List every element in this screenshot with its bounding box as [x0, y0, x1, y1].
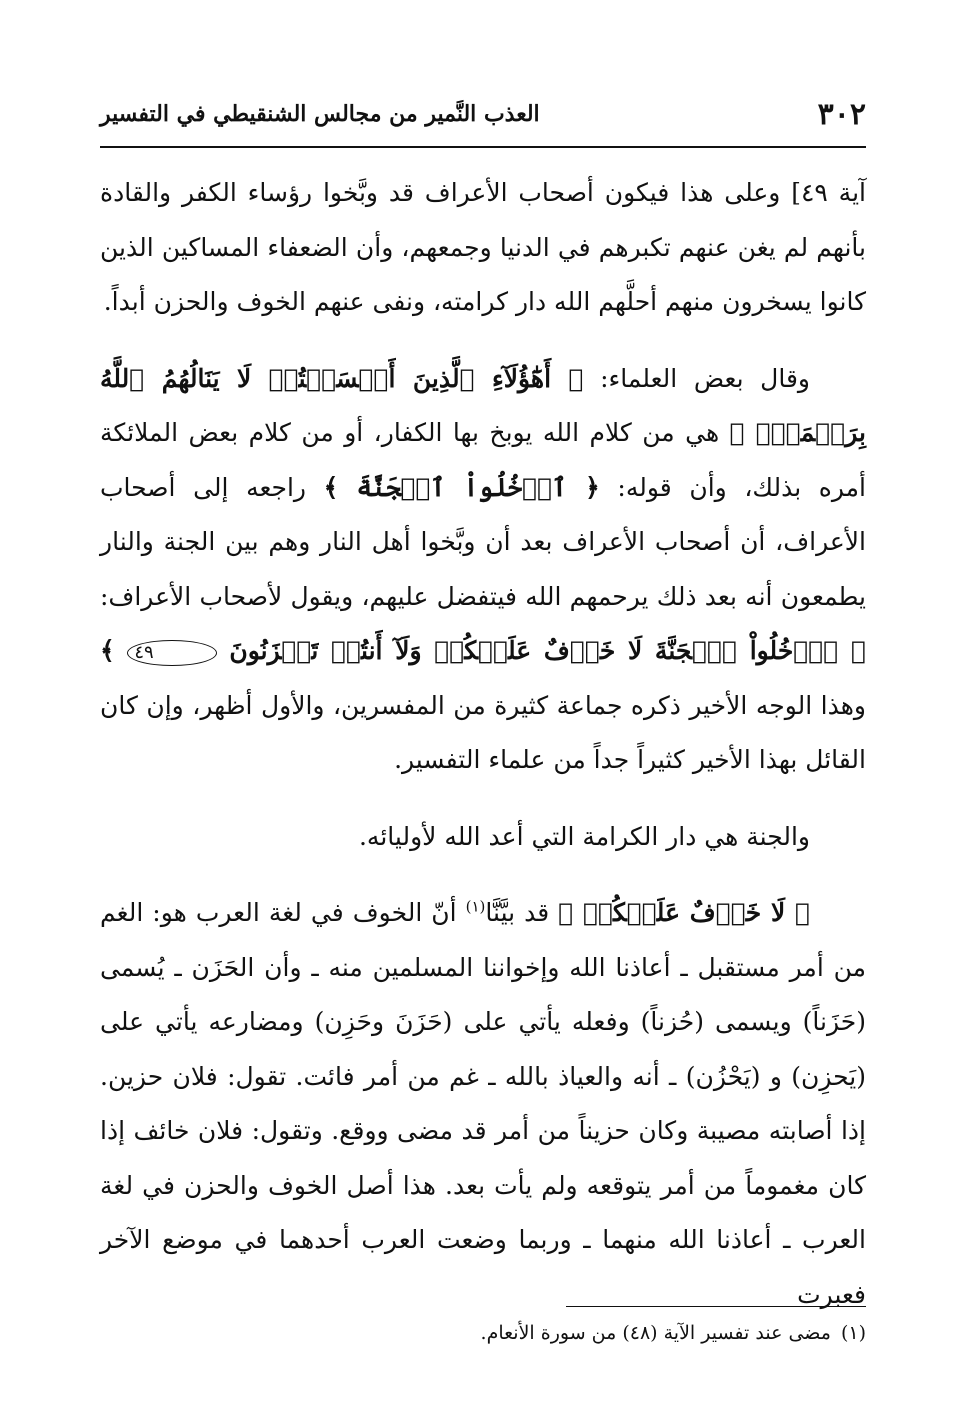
paragraph-2-intro: وقال بعض العلماء: [583, 363, 810, 393]
quran-verse-2: ﴿ ٱدۡخُلُواْ ٱلۡجَنَّةَ ﴾ [323, 472, 600, 502]
footnote-divider [566, 1306, 866, 1307]
footnote-reference[interactable]: (١) [465, 897, 486, 916]
main-text [100, 166, 866, 1322]
running-header [100, 92, 866, 136]
paragraph-4-part-a: قد بيَّنَّا [485, 898, 559, 927]
header-divider [100, 146, 866, 148]
ayah-number-mark: ٤٩ [127, 640, 216, 666]
book-page [100, 0, 866, 1414]
paragraph-4 [100, 886, 866, 1322]
paragraph-2-middle-1: هي من كلام الله يوبخ بها الكفار، أو من كلام بعض الملائكة أمره بذلك، وأن قوله: [100, 418, 866, 502]
page-number: ٣٠٢ [817, 96, 866, 132]
quran-verse-1: ﴿ أَهَٰٓؤُلَآءِ ٱلَّذِينَ أَقۡسَمۡتُمۡ لَا يَنَالُهُمُ ٱللَّهُ بِرَحۡمَةٍۚ ﴾ [100, 363, 866, 447]
running-header-title: العذب النَّمير من مجالس الشنقيطي في التفسير [100, 101, 540, 127]
paragraph-2-middle-2: راجعه إلى أصحاب الأعراف، أن أصحاب الأعراف بعد أن وبَّخوا أهل النار وهم بين الجنة والنار يطمعون أنه بعد ذلك يرحمهم الله فيتفضل عليهم، ويقول لأصحاب الأعراف: [100, 472, 866, 611]
paragraph-3: والجنة هي دار الكرامة التي أعد الله لأوليائه. [358, 821, 810, 851]
footnote-number: (١) [840, 1322, 866, 1344]
paragraph-2 [100, 352, 866, 788]
paragraph-2-end: وهذا الوجه الأخير ذكره جماعة كثيرة من المفسرين، والأول أظهر، وإن كان القائل بهذا الأخير كثيراً جداً من علماء التفسير. [100, 690, 866, 774]
quran-verse-3: ﴿ ٱدۡخُلُواْ ٱلۡجَنَّةَ لَا خَوۡفٌ عَلَيۡكُمۡ وَلَآ أَنتُمۡ تَحۡزَنُونَ [216, 636, 866, 665]
quran-verse-3-close: ﴾ [100, 636, 128, 665]
paragraph-1: آية ٤٩] وعلى هذا فيكون أصحاب الأعراف قد وبَّخوا رؤساء الكفر والقادة بأنهم لم يغن عنهم تكبرهم في الدنيا وجمعهم، وأن الضعفاء المساكين الذين كانوا يسخرون منهم أحلَّهم الله دار كرامته، ونفى عنهم الخوف والحزن أبداً. [100, 178, 866, 316]
footnote-text: مضى عند تفسير الآية (٤٨) من سورة الأنعام. [480, 1322, 831, 1344]
paragraph-4-part-b: أنّ الخوف في لغة العرب هو: الغم من أمر مستقبل ـ أعاذنا الله وإخواننا المسلمين منه ـ وأن الحَزَن ـ يُسمى (حَزَناً) ويسمى (حُزناً) وفعله يأتي على (حَزَنَ وحَزِن) ومضارعه يأتي على (يَحزِن) و (يَحْزُن) ـ أنه والعياذ بالله ـ غم من أمر فائت. تقول: فلان حزين. إذا أصابته مصيبة وكان حزيناً من أمر قد مضى ووقع. وتقول: فلان خائف إذا كان مغموماً من أمر يتوقعه ولم يأت بعد. هذا أصل الخوف والحزن في لغة العرب ـ أعاذنا الله منهما ـ وربما وضعت العرب أحدهما في موضع الآخر فعبرت [100, 898, 866, 1309]
footnote [100, 1318, 866, 1348]
quran-verse-4: ﴿ لَا خَوۡفٌ عَلَيۡكُمۡ ﴾ [558, 898, 810, 927]
